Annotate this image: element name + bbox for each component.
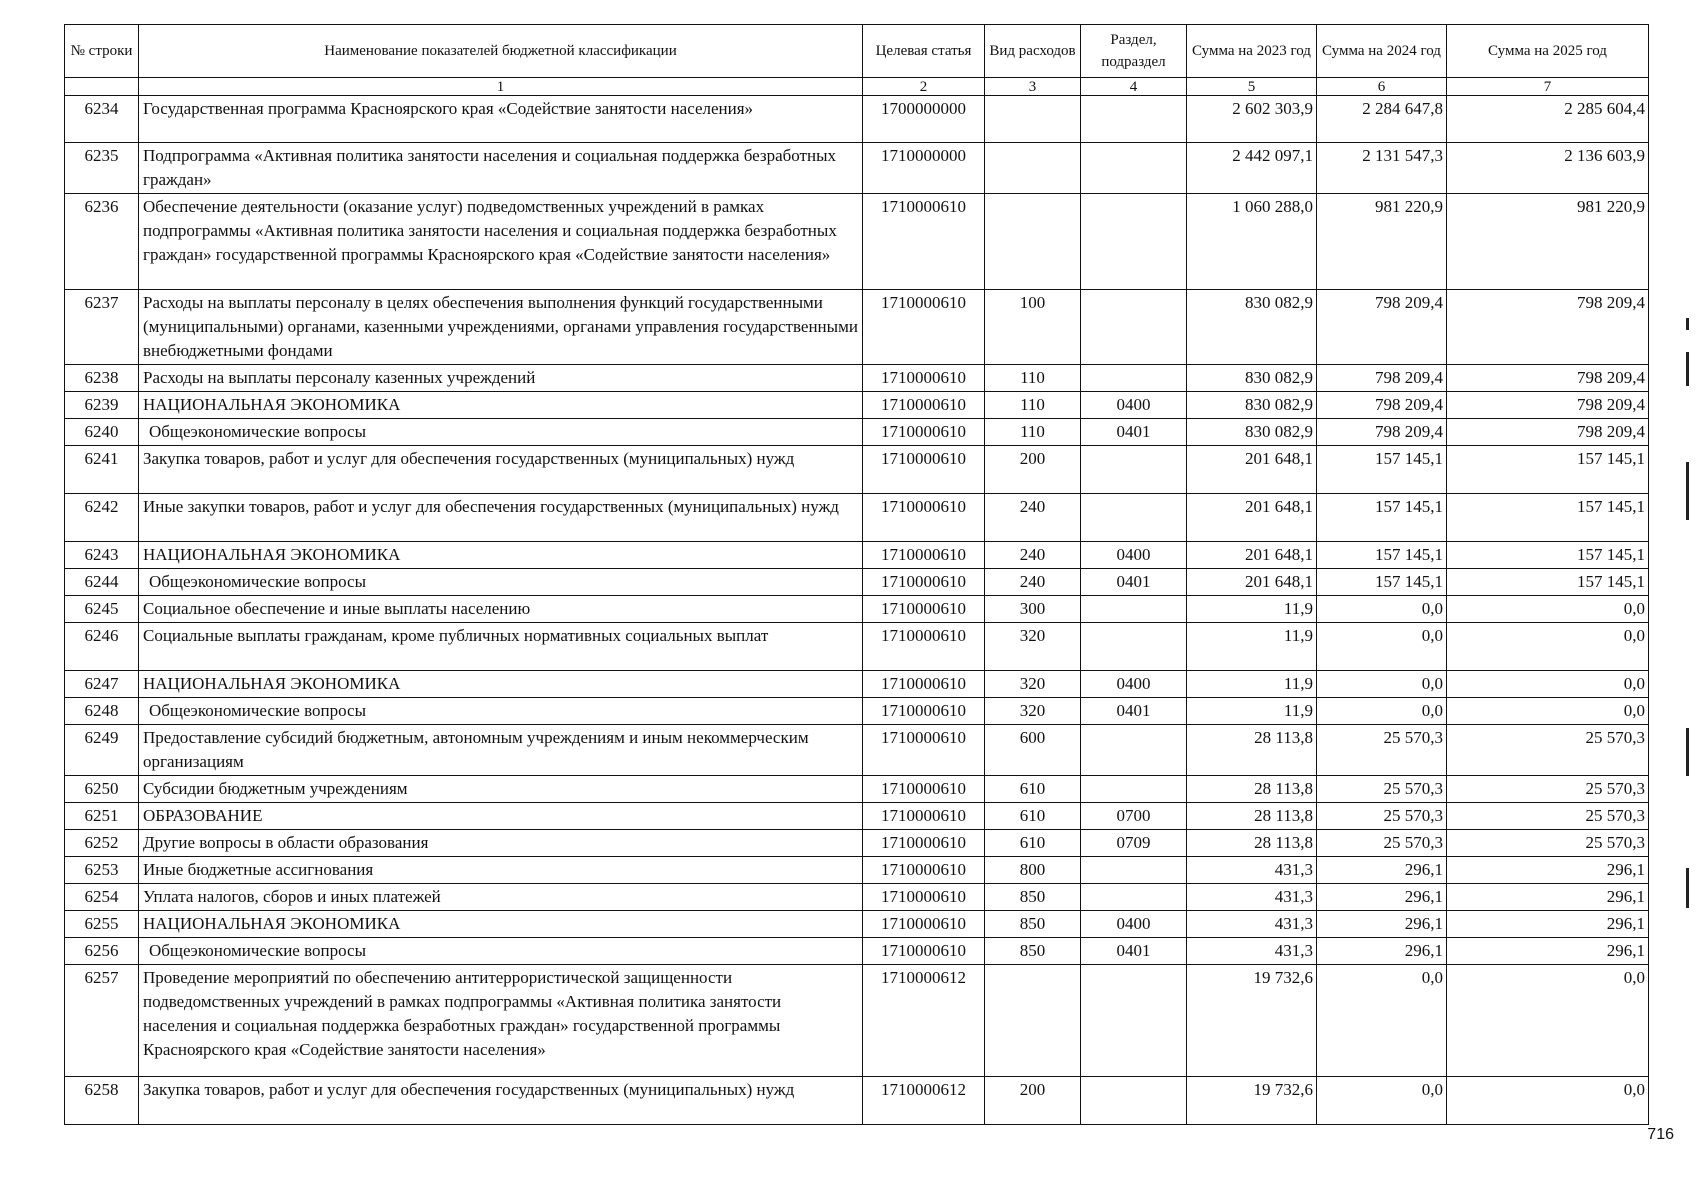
row-sum-2024: 798 209,4 (1317, 392, 1447, 419)
row-name: Закупка товаров, работ и услуг для обеспечения государственных (муниципальных) нужд (139, 446, 863, 494)
row-sum-2025: 798 209,4 (1447, 365, 1649, 392)
header-row (65, 25, 1649, 78)
row-name: Государственная программа Красноярского края «Содействие занятости населения» (139, 96, 863, 143)
row-sum-2024: 157 145,1 (1317, 542, 1447, 569)
row-target-code: 1710000610 (863, 194, 985, 290)
row-expense-type: 200 (985, 446, 1081, 494)
row-sum-2023: 431,3 (1187, 857, 1317, 884)
row-sum-2024: 2 284 647,8 (1317, 96, 1447, 143)
row-section (1081, 96, 1187, 143)
row-sum-2023: 19 732,6 (1187, 965, 1317, 1077)
row-sum-2023: 28 113,8 (1187, 776, 1317, 803)
table-row (65, 1077, 1649, 1125)
row-number: 6241 (65, 446, 139, 494)
scan-mark (1686, 462, 1689, 520)
row-sum-2025: 25 570,3 (1447, 803, 1649, 830)
table-row (65, 96, 1649, 143)
col-number: 3 (985, 78, 1081, 96)
row-name: Общеэкономические вопросы (139, 419, 863, 446)
row-expense-type: 200 (985, 1077, 1081, 1125)
table-row (65, 419, 1649, 446)
row-name: Закупка товаров, работ и услуг для обеспечения государственных (муниципальных) нужд (139, 1077, 863, 1125)
row-section (1081, 725, 1187, 776)
row-target-code: 1710000610 (863, 698, 985, 725)
row-number: 6252 (65, 830, 139, 857)
row-sum-2024: 25 570,3 (1317, 776, 1447, 803)
row-target-code: 1710000610 (863, 803, 985, 830)
table-row (65, 884, 1649, 911)
header-row-no: № строки (65, 25, 139, 78)
scan-mark (1686, 318, 1689, 330)
row-sum-2025: 157 145,1 (1447, 569, 1649, 596)
row-section (1081, 965, 1187, 1077)
row-number: 6250 (65, 776, 139, 803)
row-number: 6244 (65, 569, 139, 596)
row-expense-type (985, 96, 1081, 143)
row-sum-2025: 798 209,4 (1447, 290, 1649, 365)
row-number: 6249 (65, 725, 139, 776)
row-sum-2023: 28 113,8 (1187, 725, 1317, 776)
header-target: Целевая статья (863, 25, 985, 78)
row-sum-2025: 0,0 (1447, 965, 1649, 1077)
row-name: Уплата налогов, сборов и иных платежей (139, 884, 863, 911)
page-number: 716 (1647, 1126, 1674, 1143)
row-section: 0700 (1081, 803, 1187, 830)
row-sum-2023: 1 060 288,0 (1187, 194, 1317, 290)
row-name: Подпрограмма «Активная политика занятости населения и социальная поддержка безработных граждан» (139, 143, 863, 194)
row-expense-type: 320 (985, 671, 1081, 698)
row-sum-2025: 157 145,1 (1447, 446, 1649, 494)
row-sum-2025: 981 220,9 (1447, 194, 1649, 290)
col-number: 7 (1447, 78, 1649, 96)
budget-sheet (64, 24, 1648, 1125)
row-section: 0401 (1081, 569, 1187, 596)
row-section (1081, 494, 1187, 542)
row-section (1081, 857, 1187, 884)
row-sum-2023: 11,9 (1187, 623, 1317, 671)
table-row (65, 569, 1649, 596)
row-sum-2023: 201 648,1 (1187, 446, 1317, 494)
row-sum-2024: 798 209,4 (1317, 290, 1447, 365)
row-section (1081, 596, 1187, 623)
header-vid: Вид расходов (985, 25, 1081, 78)
row-expense-type (985, 965, 1081, 1077)
row-sum-2025: 0,0 (1447, 623, 1649, 671)
row-name: Субсидии бюджетным учреждениям (139, 776, 863, 803)
scan-mark (1686, 868, 1689, 908)
row-sum-2023: 11,9 (1187, 698, 1317, 725)
budget-table (64, 24, 1649, 1125)
row-section: 0401 (1081, 419, 1187, 446)
row-name: НАЦИОНАЛЬНАЯ ЭКОНОМИКА (139, 911, 863, 938)
row-target-code: 1710000610 (863, 569, 985, 596)
scan-mark (1686, 728, 1689, 776)
row-sum-2025: 296,1 (1447, 857, 1649, 884)
row-target-code: 1700000000 (863, 96, 985, 143)
row-sum-2023: 2 442 097,1 (1187, 143, 1317, 194)
row-sum-2025: 296,1 (1447, 938, 1649, 965)
row-section: 0400 (1081, 911, 1187, 938)
row-sum-2024: 0,0 (1317, 596, 1447, 623)
row-sum-2025: 25 570,3 (1447, 725, 1649, 776)
row-sum-2024: 296,1 (1317, 884, 1447, 911)
row-target-code: 1710000610 (863, 542, 985, 569)
table-row (65, 542, 1649, 569)
row-sum-2023: 11,9 (1187, 596, 1317, 623)
table-row (65, 803, 1649, 830)
row-target-code: 1710000000 (863, 143, 985, 194)
row-name: Иные закупки товаров, работ и услуг для обеспечения государственных (муниципальных) нужд (139, 494, 863, 542)
row-name: НАЦИОНАЛЬНАЯ ЭКОНОМИКА (139, 671, 863, 698)
row-target-code: 1710000610 (863, 596, 985, 623)
row-target-code: 1710000610 (863, 290, 985, 365)
row-number: 6239 (65, 392, 139, 419)
row-expense-type: 600 (985, 725, 1081, 776)
table-row (65, 671, 1649, 698)
row-target-code: 1710000610 (863, 830, 985, 857)
scan-mark (1686, 352, 1689, 386)
row-section (1081, 194, 1187, 290)
row-sum-2025: 25 570,3 (1447, 830, 1649, 857)
row-name: Расходы на выплаты персоналу казенных учреждений (139, 365, 863, 392)
table-row (65, 623, 1649, 671)
table-row (65, 194, 1649, 290)
row-sum-2024: 0,0 (1317, 1077, 1447, 1125)
row-name: Обеспечение деятельности (оказание услуг) подведомственных учреждений в рамках подпрограммы «Активная политика занятости населения и социальная поддержка безработных граждан» государственной программы Красноярского края «Содействие занятости населения» (139, 194, 863, 290)
row-number: 6238 (65, 365, 139, 392)
row-number: 6243 (65, 542, 139, 569)
row-sum-2023: 11,9 (1187, 671, 1317, 698)
table-row (65, 290, 1649, 365)
row-section: 0400 (1081, 542, 1187, 569)
row-sum-2025: 2 136 603,9 (1447, 143, 1649, 194)
header-sum2024: Сумма на 2024 год (1317, 25, 1447, 78)
row-sum-2023: 830 082,9 (1187, 290, 1317, 365)
row-sum-2025: 0,0 (1447, 1077, 1649, 1125)
row-section (1081, 143, 1187, 194)
row-section (1081, 446, 1187, 494)
row-name: Общеэкономические вопросы (139, 938, 863, 965)
row-target-code: 1710000610 (863, 938, 985, 965)
row-sum-2023: 201 648,1 (1187, 569, 1317, 596)
row-target-code: 1710000610 (863, 884, 985, 911)
col-number: 4 (1081, 78, 1187, 96)
row-sum-2024: 798 209,4 (1317, 365, 1447, 392)
table-row (65, 392, 1649, 419)
row-section (1081, 776, 1187, 803)
row-section (1081, 365, 1187, 392)
row-target-code: 1710000610 (863, 776, 985, 803)
row-target-code: 1710000610 (863, 446, 985, 494)
row-expense-type (985, 194, 1081, 290)
row-sum-2024: 157 145,1 (1317, 446, 1447, 494)
row-name: Общеэкономические вопросы (139, 569, 863, 596)
row-sum-2024: 157 145,1 (1317, 569, 1447, 596)
column-number-row (65, 78, 1649, 96)
row-number: 6248 (65, 698, 139, 725)
header-razdel: Раздел, подраздел (1081, 25, 1187, 78)
row-number: 6236 (65, 194, 139, 290)
row-sum-2025: 25 570,3 (1447, 776, 1649, 803)
row-target-code: 1710000610 (863, 911, 985, 938)
row-section: 0709 (1081, 830, 1187, 857)
row-number: 6234 (65, 96, 139, 143)
row-sum-2025: 157 145,1 (1447, 494, 1649, 542)
table-row (65, 143, 1649, 194)
row-name: Проведение мероприятий по обеспечению антитеррористической защищенности подведомственных учреждений в рамках подпрограммы «Активная политика занятости населения и социальная поддержка безработных граждан» государственной программы Красноярского края «Содействие занятости населения» (139, 965, 863, 1077)
row-name: Общеэкономические вопросы (139, 698, 863, 725)
row-sum-2025: 2 285 604,4 (1447, 96, 1649, 143)
row-sum-2023: 19 732,6 (1187, 1077, 1317, 1125)
row-number: 6253 (65, 857, 139, 884)
col-number-blank (65, 78, 139, 96)
row-target-code: 1710000610 (863, 392, 985, 419)
row-sum-2024: 25 570,3 (1317, 725, 1447, 776)
row-expense-type: 320 (985, 698, 1081, 725)
row-sum-2025: 296,1 (1447, 911, 1649, 938)
row-sum-2024: 157 145,1 (1317, 494, 1447, 542)
row-expense-type (985, 143, 1081, 194)
row-section: 0400 (1081, 392, 1187, 419)
table-row (65, 596, 1649, 623)
row-expense-type: 240 (985, 494, 1081, 542)
row-sum-2023: 28 113,8 (1187, 830, 1317, 857)
row-name: Предоставление субсидий бюджетным, автономным учреждениям и иным некоммерческим организациям (139, 725, 863, 776)
table-row (65, 830, 1649, 857)
row-expense-type: 110 (985, 365, 1081, 392)
row-section (1081, 623, 1187, 671)
row-section (1081, 290, 1187, 365)
row-sum-2023: 830 082,9 (1187, 419, 1317, 446)
table-row (65, 725, 1649, 776)
table-row (65, 857, 1649, 884)
row-expense-type: 300 (985, 596, 1081, 623)
row-section (1081, 1077, 1187, 1125)
col-number: 6 (1317, 78, 1447, 96)
table-row (65, 698, 1649, 725)
row-sum-2024: 296,1 (1317, 911, 1447, 938)
row-target-code: 1710000610 (863, 419, 985, 446)
row-sum-2024: 296,1 (1317, 938, 1447, 965)
row-sum-2024: 0,0 (1317, 698, 1447, 725)
row-name: Расходы на выплаты персоналу в целях обеспечения выполнения функций государственными (муниципальными) органами, казенными учреждениями, органами управления государственными внебюджетными фондами (139, 290, 863, 365)
row-target-code: 1710000610 (863, 857, 985, 884)
row-number: 6245 (65, 596, 139, 623)
row-target-code: 1710000612 (863, 965, 985, 1077)
row-sum-2023: 830 082,9 (1187, 365, 1317, 392)
row-number: 6235 (65, 143, 139, 194)
row-expense-type: 850 (985, 911, 1081, 938)
row-expense-type: 240 (985, 542, 1081, 569)
table-body (65, 96, 1649, 1125)
row-expense-type: 320 (985, 623, 1081, 671)
row-sum-2024: 25 570,3 (1317, 803, 1447, 830)
row-number: 6251 (65, 803, 139, 830)
row-name: НАЦИОНАЛЬНАЯ ЭКОНОМИКА (139, 392, 863, 419)
row-number: 6257 (65, 965, 139, 1077)
row-sum-2025: 0,0 (1447, 596, 1649, 623)
row-sum-2024: 981 220,9 (1317, 194, 1447, 290)
row-target-code: 1710000610 (863, 494, 985, 542)
row-name: ОБРАЗОВАНИЕ (139, 803, 863, 830)
row-sum-2023: 28 113,8 (1187, 803, 1317, 830)
row-sum-2024: 25 570,3 (1317, 830, 1447, 857)
row-expense-type: 110 (985, 392, 1081, 419)
row-sum-2023: 431,3 (1187, 938, 1317, 965)
row-sum-2024: 296,1 (1317, 857, 1447, 884)
col-number: 5 (1187, 78, 1317, 96)
row-section: 0401 (1081, 698, 1187, 725)
col-number: 2 (863, 78, 985, 96)
row-expense-type: 100 (985, 290, 1081, 365)
row-sum-2025: 0,0 (1447, 671, 1649, 698)
row-expense-type: 110 (985, 419, 1081, 446)
row-name: НАЦИОНАЛЬНАЯ ЭКОНОМИКА (139, 542, 863, 569)
row-number: 6256 (65, 938, 139, 965)
table-row (65, 365, 1649, 392)
row-number: 6242 (65, 494, 139, 542)
table-row (65, 938, 1649, 965)
row-target-code: 1710000610 (863, 725, 985, 776)
row-sum-2023: 431,3 (1187, 911, 1317, 938)
header-sum2025: Сумма на 2025 год (1447, 25, 1649, 78)
row-number: 6237 (65, 290, 139, 365)
row-number: 6258 (65, 1077, 139, 1125)
table-row (65, 494, 1649, 542)
header-sum2023: Сумма на 2023 год (1187, 25, 1317, 78)
row-number: 6246 (65, 623, 139, 671)
row-expense-type: 610 (985, 830, 1081, 857)
table-row (65, 776, 1649, 803)
row-sum-2023: 201 648,1 (1187, 542, 1317, 569)
table-row (65, 911, 1649, 938)
row-sum-2023: 201 648,1 (1187, 494, 1317, 542)
row-expense-type: 610 (985, 803, 1081, 830)
row-target-code: 1710000610 (863, 365, 985, 392)
row-name: Социальное обеспечение и иные выплаты населению (139, 596, 863, 623)
row-sum-2024: 0,0 (1317, 965, 1447, 1077)
row-name: Другие вопросы в области образования (139, 830, 863, 857)
header-name: Наименование показателей бюджетной классификации (139, 25, 863, 78)
row-section: 0400 (1081, 671, 1187, 698)
row-number: 6240 (65, 419, 139, 446)
row-section: 0401 (1081, 938, 1187, 965)
row-sum-2024: 798 209,4 (1317, 419, 1447, 446)
row-target-code: 1710000610 (863, 671, 985, 698)
row-section (1081, 884, 1187, 911)
row-number: 6255 (65, 911, 139, 938)
row-name: Социальные выплаты гражданам, кроме публичных нормативных социальных выплат (139, 623, 863, 671)
row-number: 6247 (65, 671, 139, 698)
row-target-code: 1710000612 (863, 1077, 985, 1125)
row-expense-type: 800 (985, 857, 1081, 884)
row-expense-type: 850 (985, 884, 1081, 911)
row-sum-2025: 296,1 (1447, 884, 1649, 911)
row-sum-2023: 431,3 (1187, 884, 1317, 911)
row-name: Иные бюджетные ассигнования (139, 857, 863, 884)
table-row (65, 965, 1649, 1077)
row-sum-2025: 798 209,4 (1447, 392, 1649, 419)
row-sum-2024: 2 131 547,3 (1317, 143, 1447, 194)
row-number: 6254 (65, 884, 139, 911)
row-sum-2025: 0,0 (1447, 698, 1649, 725)
row-expense-type: 610 (985, 776, 1081, 803)
scan-edge-marks (1686, 0, 1692, 1200)
row-expense-type: 240 (985, 569, 1081, 596)
row-sum-2023: 830 082,9 (1187, 392, 1317, 419)
col-number: 1 (139, 78, 863, 96)
row-expense-type: 850 (985, 938, 1081, 965)
row-sum-2025: 798 209,4 (1447, 419, 1649, 446)
table-row (65, 446, 1649, 494)
row-sum-2025: 157 145,1 (1447, 542, 1649, 569)
row-sum-2024: 0,0 (1317, 623, 1447, 671)
row-target-code: 1710000610 (863, 623, 985, 671)
row-sum-2024: 0,0 (1317, 671, 1447, 698)
row-sum-2023: 2 602 303,9 (1187, 96, 1317, 143)
